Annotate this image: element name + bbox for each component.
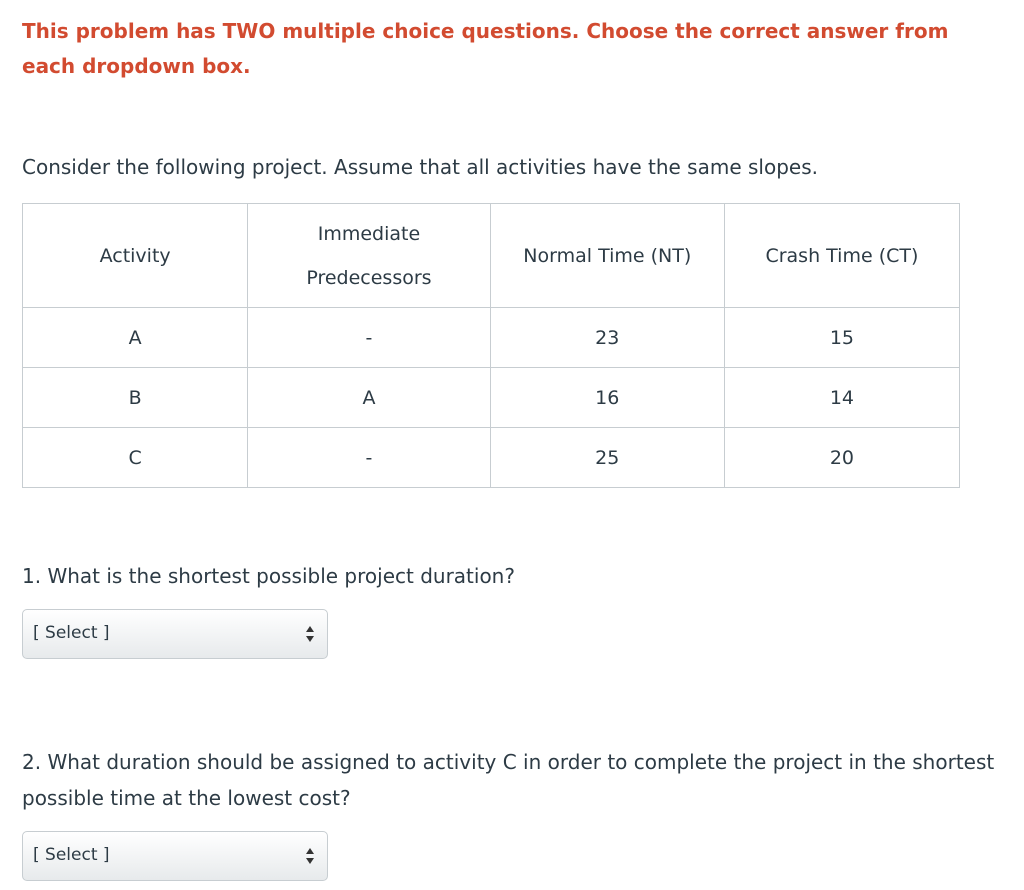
- table-row: [23, 308, 960, 368]
- cell-predecessors: A: [248, 368, 490, 428]
- header-immediate-predecessors: [248, 204, 490, 308]
- up-down-arrows-icon: [305, 622, 315, 646]
- question-2-text: 2. What duration should be assigned to activity C in order to complete the project in the shortest possible time at the lowest cost?: [22, 750, 995, 810]
- question-2-answer-select[interactable]: [22, 831, 328, 881]
- cell-normal-time: 23: [490, 308, 724, 368]
- cell-normal-time: 16: [490, 368, 724, 428]
- cell-activity: A: [23, 308, 248, 368]
- table-row: [23, 368, 960, 428]
- cell-normal-time: 25: [490, 428, 724, 488]
- cell-activity: C: [23, 428, 248, 488]
- question-1-text: 1. What is the shortest possible project duration?: [22, 564, 515, 588]
- cell-crash-time: 15: [724, 308, 959, 368]
- table-row: [23, 428, 960, 488]
- cell-crash-time: 20: [724, 428, 959, 488]
- header-predecessors-line2: Predecessors: [306, 266, 432, 289]
- table-header-row: [23, 204, 960, 308]
- cell-crash-time: 14: [724, 368, 959, 428]
- up-down-arrows-icon: [305, 844, 315, 868]
- header-crash-time: Crash Time (CT): [724, 204, 959, 308]
- cell-activity: B: [23, 368, 248, 428]
- question-1-answer-select[interactable]: [22, 609, 328, 659]
- question-2-select-value: [ Select ]: [33, 845, 110, 865]
- header-activity: Activity: [23, 204, 248, 308]
- question-1-select-value: [ Select ]: [33, 623, 110, 643]
- header-normal-time: Normal Time (NT): [490, 204, 724, 308]
- cell-predecessors: -: [248, 428, 490, 488]
- project-activities-table: [22, 203, 960, 488]
- instructions-heading: This problem has TWO multiple choice questions. Choose the correct answer from each dropdown box.: [22, 19, 949, 78]
- header-predecessors-line1: Immediate: [317, 222, 421, 245]
- project-intro-text: Consider the following project. Assume that all activities have the same slopes.: [22, 155, 818, 179]
- cell-predecessors: -: [248, 308, 490, 368]
